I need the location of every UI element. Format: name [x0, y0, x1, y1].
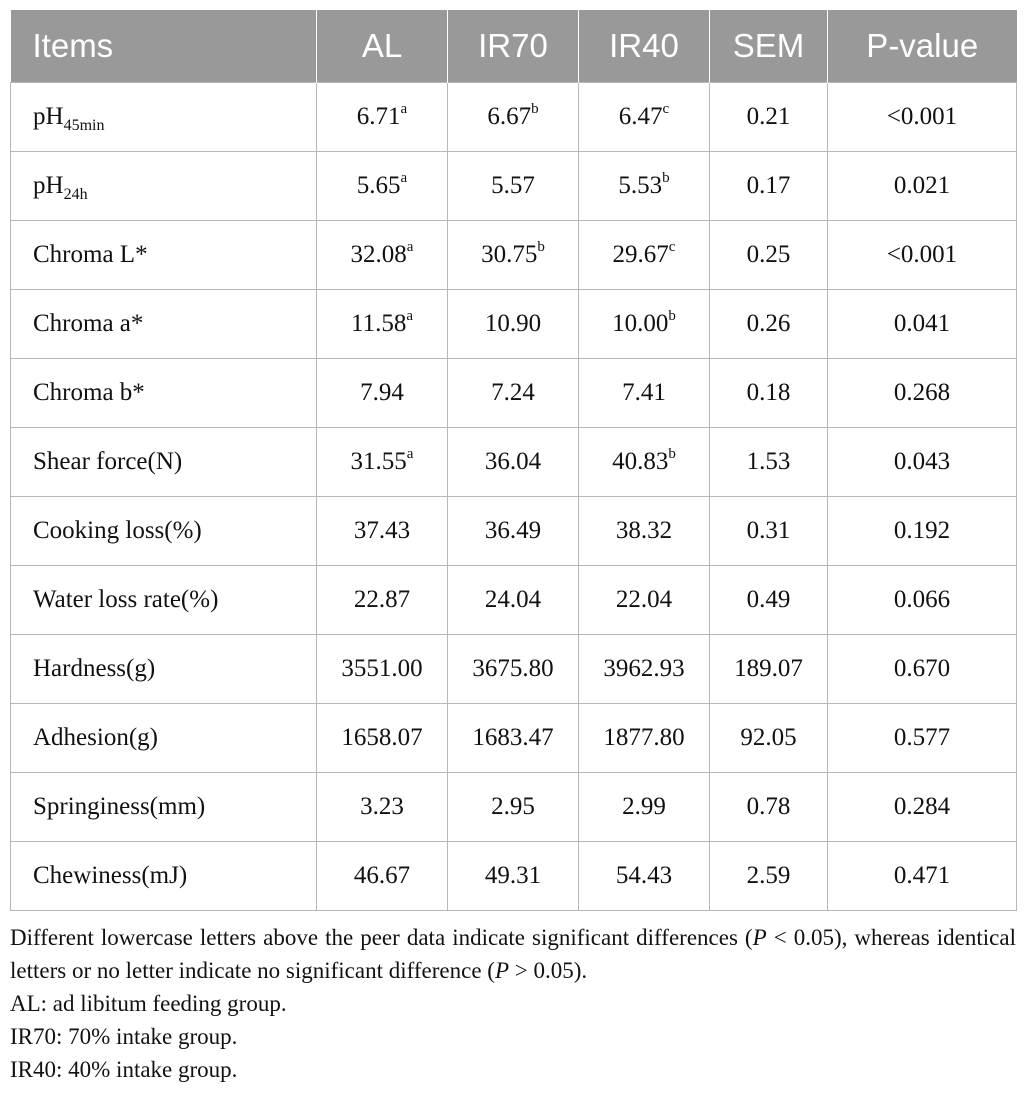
ir70-note: IR70: 70% intake group.: [10, 1024, 238, 1049]
table-row: [11, 359, 1017, 428]
table-cell: 5.57: [448, 152, 579, 221]
row-label: Shear force(N): [11, 428, 317, 497]
al-note: AL: ad libitum feeding group.: [10, 991, 287, 1016]
table-row: [11, 497, 1017, 566]
table-cell: 0.25: [710, 221, 828, 290]
table-row: [11, 152, 1017, 221]
table-cell: 2.59: [710, 842, 828, 911]
document: [10, 10, 1016, 1086]
table-cell: 29.67$^c$: [579, 221, 710, 290]
results-table: [10, 10, 1017, 911]
table-cell: 0.31: [710, 497, 828, 566]
table-cell: 36.49: [448, 497, 579, 566]
table-cell: 0.21: [710, 83, 828, 152]
table-cell: 0.670: [828, 635, 1017, 704]
significance-letter: b: [668, 308, 676, 324]
table-cell: 7.41: [579, 359, 710, 428]
table-cell: 3551.00: [317, 635, 448, 704]
table-cell: 0.043: [828, 428, 1017, 497]
row-label: Water loss rate(%): [11, 566, 317, 635]
significance-letter: a: [400, 170, 408, 186]
significance-letter: b: [662, 170, 670, 186]
row-label: Springiness(mm): [11, 773, 317, 842]
significance-letter: b: [537, 239, 545, 255]
table-cell: 0.284: [828, 773, 1017, 842]
ir40-note: IR40: 40% intake group.: [10, 1057, 238, 1082]
table-cell: 40.83$^b$: [579, 428, 710, 497]
table-cell: 7.24: [448, 359, 579, 428]
table-row: [11, 635, 1017, 704]
table-cell: 0.066: [828, 566, 1017, 635]
row-label: Chroma a*: [11, 290, 317, 359]
significance-note: Different lowercase letters above the peer data indicate significant differences (P < 0.05), whereas identical letters or no letter indicate no significant difference (P > 0.05).: [10, 925, 1016, 983]
table-row: [11, 773, 1017, 842]
table-cell: 0.26: [710, 290, 828, 359]
table-row: [11, 290, 1017, 359]
row-label: Adhesion(g): [11, 704, 317, 773]
table-cell: 0.021: [828, 152, 1017, 221]
table-cell: 189.07: [710, 635, 828, 704]
table-cell: 0.49: [710, 566, 828, 635]
table-row: [11, 221, 1017, 290]
table-cell: 3962.93: [579, 635, 710, 704]
significance-letter: a: [406, 239, 414, 255]
table-cell: 2.95: [448, 773, 579, 842]
table-cell: 0.192: [828, 497, 1017, 566]
table-cell: 11.58$^a$: [317, 290, 448, 359]
significance-letter: c: [662, 101, 670, 117]
table-cell: 6.67$^b$: [448, 83, 579, 152]
significance-letter: a: [406, 446, 414, 462]
row-label: $pH_{24h}$: [11, 152, 317, 221]
row-label: Chroma b*: [11, 359, 317, 428]
table-cell: 49.31: [448, 842, 579, 911]
table-cell: 2.99: [579, 773, 710, 842]
column-header: SEM: [710, 10, 828, 83]
table-cell: 1877.80: [579, 704, 710, 773]
table-header-row: [11, 10, 1017, 83]
table-cell: 0.577: [828, 704, 1017, 773]
row-label: Cooking loss(%): [11, 497, 317, 566]
table-cell: 0.268: [828, 359, 1017, 428]
table-cell: 46.67: [317, 842, 448, 911]
significance-letter: c: [668, 239, 676, 255]
table-row: [11, 428, 1017, 497]
table-cell: 6.47$^c$: [579, 83, 710, 152]
table-cell: 1683.47: [448, 704, 579, 773]
table-cell: 36.04: [448, 428, 579, 497]
table-cell: 38.32: [579, 497, 710, 566]
table-cell: 22.04: [579, 566, 710, 635]
table-cell: 31.55$^a$: [317, 428, 448, 497]
table-cell: 92.05: [710, 704, 828, 773]
table-cell: 30.75$^b$: [448, 221, 579, 290]
row-label: Chewiness(mJ): [11, 842, 317, 911]
table-cell: 24.04: [448, 566, 579, 635]
table-row: [11, 842, 1017, 911]
table-footnotes: [10, 921, 1016, 1086]
table-cell: 1.53: [710, 428, 828, 497]
column-header: P-value: [828, 10, 1017, 83]
table-cell: 0.471: [828, 842, 1017, 911]
table-cell: 0.17: [710, 152, 828, 221]
table-cell: 5.53$^b$: [579, 152, 710, 221]
table-cell: 3.23: [317, 773, 448, 842]
table-cell: <0.001: [828, 83, 1017, 152]
table-cell: 37.43: [317, 497, 448, 566]
column-header: IR40: [579, 10, 710, 83]
table-cell: 1658.07: [317, 704, 448, 773]
row-label: Chroma L*: [11, 221, 317, 290]
significance-letter: a: [400, 101, 408, 117]
table-cell: 7.94: [317, 359, 448, 428]
table-row: [11, 566, 1017, 635]
table-cell: 0.041: [828, 290, 1017, 359]
column-header: Items: [11, 10, 317, 83]
column-header: AL: [317, 10, 448, 83]
table-cell: 0.78: [710, 773, 828, 842]
row-label: Hardness(g): [11, 635, 317, 704]
table-row: [11, 83, 1017, 152]
table-body: [11, 83, 1017, 911]
table-cell: 54.43: [579, 842, 710, 911]
table-cell: 32.08$^a$: [317, 221, 448, 290]
row-label: $pH_{45min}$: [11, 83, 317, 152]
table-cell: 3675.80: [448, 635, 579, 704]
significance-letter: b: [668, 446, 676, 462]
table-cell: 10.00$^b$: [579, 290, 710, 359]
significance-letter: a: [406, 308, 413, 324]
significance-letter: b: [531, 101, 539, 117]
table-cell: 10.90: [448, 290, 579, 359]
table-row: [11, 704, 1017, 773]
column-header: IR70: [448, 10, 579, 83]
table-cell: 6.71$^a$: [317, 83, 448, 152]
table-cell: 22.87: [317, 566, 448, 635]
table-cell: 5.65$^a$: [317, 152, 448, 221]
table-cell: <0.001: [828, 221, 1017, 290]
table-cell: 0.18: [710, 359, 828, 428]
